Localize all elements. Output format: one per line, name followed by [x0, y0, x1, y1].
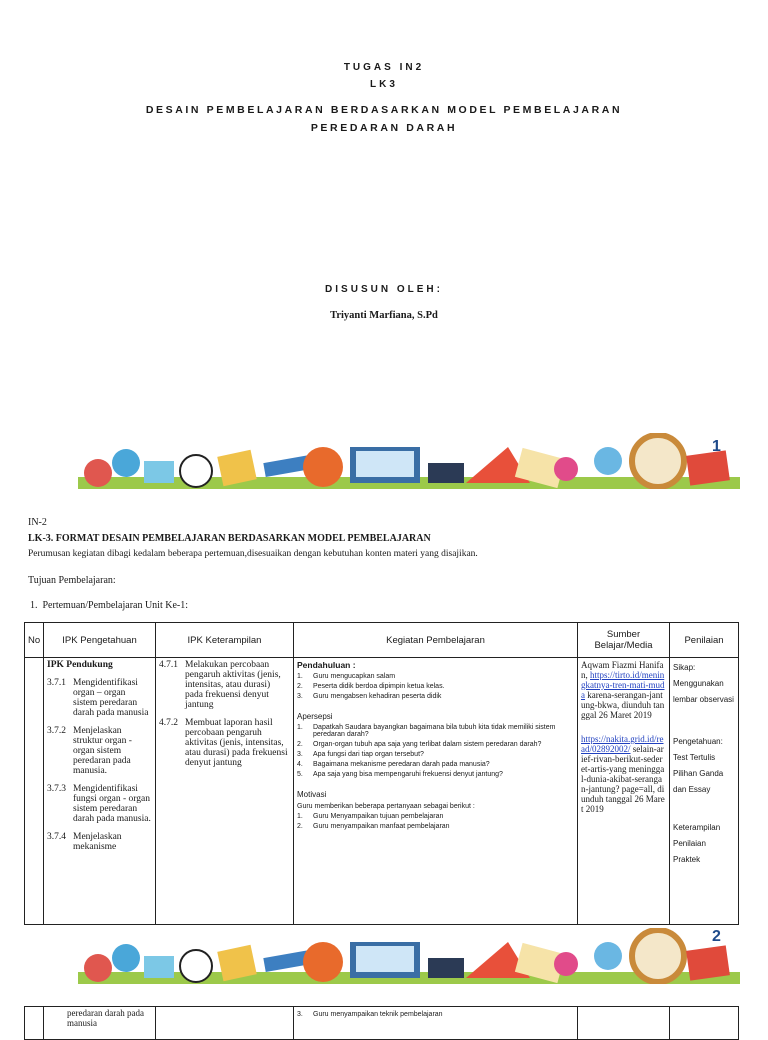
penilaian-sikap: Sikap: Menggunakan lembar observasi: [673, 663, 734, 704]
cell-no: [25, 658, 44, 925]
doc-code: IN-2: [28, 517, 47, 528]
cell-ipk-keterampilan: [156, 658, 294, 925]
ref1-details: karena-serangan-jantung-bkwa, diunduh tanggal 26 Maret 2019: [581, 690, 665, 720]
ipk-num: 4.7.2: [159, 718, 178, 728]
table-header-row: [25, 623, 739, 658]
penilaian-pengetahuan: Pengetahuan: Test Tertulis Pilihan Ganda dan Essay: [673, 737, 724, 794]
table-row: [25, 1007, 739, 1040]
motivasi-title: Motivasi: [297, 790, 327, 799]
list-text: Guru mengucapkan salam: [313, 673, 396, 680]
cont-cell-ipk: [44, 1007, 156, 1040]
col-header-ipk-keterampilan: IPK Keterampilan: [156, 623, 294, 658]
cont-cell-sumber: [578, 1007, 670, 1040]
ipk-num: 4.7.1: [159, 660, 178, 670]
ipk-item: [47, 832, 152, 852]
continuation-table: [24, 1006, 739, 1040]
cell-kegiatan: [294, 658, 578, 925]
list-item: 2. Organ-organ tubuh apa saja yang terlibat dalam sistem peredaran darah?: [297, 741, 542, 748]
ipk-item: [47, 678, 152, 718]
cont-cell-no: [25, 1007, 44, 1040]
cont-num: 3.: [297, 1011, 303, 1018]
ipk-text: Melakukan percobaan pengaruh aktivitas (jenis, intensitas, atau durasi) pada frekuensi denyut jantung: [185, 660, 281, 710]
ipk-text: Menjelaskan struktur organ - organ sistem peredaran pada manusia.: [73, 726, 132, 776]
list-text: Apa saja yang bisa mempengaruhi frekuensi denyut jantung?: [313, 771, 503, 778]
author-name: Triyanti Marfiana, S.Pd: [330, 310, 438, 321]
ipk-text: Membuat laporan hasil percobaan pengaruh aktivitas (jenis, intensitas, atau durasi) pada frekuensi denyut jantung: [185, 718, 288, 768]
col-header-kegiatan: Kegiatan Pembelajaran: [294, 623, 578, 658]
page-number-2: 2: [712, 928, 721, 945]
meeting-num: 1.: [30, 600, 38, 611]
ipk-text: Mengidentifikasi organ – organ sistem peredaran darah pada manusia: [73, 678, 149, 718]
cont-cell-keterampilan: [156, 1007, 294, 1040]
motivasi-intro: Guru memberikan beberapa pertanyaan sebagai berikut :: [297, 803, 475, 810]
ref1-link[interactable]: https://tirto.id/meningkatnya-tren-mati-muda: [581, 670, 665, 700]
list-item: 2. Peserta didik berdoa dipimpin ketua kelas.: [297, 683, 445, 690]
list-text: Peserta didik berdoa dipimpin ketua kelas.: [313, 683, 445, 690]
cont-cell-penilaian: [670, 1007, 739, 1040]
col-header-penilaian: Penilaian: [670, 623, 739, 658]
list-item: 3. Apa fungsi dari tiap organ tersebut?: [297, 751, 424, 758]
doc-instruction: Perumusan kegiatan dibagi kedalam beberapa pertemuan,disesuaikan dengan kebutuhan konten materi yang disajikan.: [28, 549, 478, 559]
cell-penilaian: [670, 658, 739, 925]
ipk-item: [47, 784, 152, 824]
ref2-details: selain-arief-rivan-berikut-sederet-artis-yang meninggal-dunia-akibat-serangan-jantung? page=all, diunduh tanggal 26 Maret 2019: [581, 744, 665, 814]
ipk-text: Mengidentifikasi fungsi organ - organ sistem peredaran darah pada manusia.: [73, 784, 151, 824]
ipk-num: 3.7.2: [47, 726, 66, 736]
list-item: 2. Guru menyampaikan manfaat pembelajaran: [297, 823, 450, 830]
list-item: [297, 1011, 574, 1018]
cover-line-2: LK3: [370, 79, 398, 90]
cover-line-1: TUGAS IN2: [343, 62, 425, 73]
list-text: Organ-organ tubuh apa saja yang terlibat dalam sistem peredaran darah?: [313, 741, 542, 748]
page-number-1: 1: [712, 438, 721, 455]
composed-by-label: DISUSUN OLEH:: [325, 284, 443, 295]
cell-sumber: [578, 658, 670, 925]
list-item: 5. Apa saja yang bisa mempengaruhi frekuensi denyut jantung?: [297, 771, 503, 778]
cont-ipk-text: peredaran darah pada manusia: [67, 1008, 144, 1028]
decorative-banner: [78, 928, 740, 984]
list-item: 3. Guru mengabsen kehadiran peserta didik: [297, 693, 442, 700]
table-row: [25, 658, 739, 925]
doc-heading: LK-3. FORMAT DESAIN PEMBELAJARAN BERDASARKAN MODEL PEMBELAJARAN: [28, 533, 431, 544]
ref1-author: Aqwam Fiazmi Hanifan,: [581, 660, 664, 680]
ipk-item: [159, 718, 290, 768]
cover-title: DESAIN PEMBELAJARAN BERDASARKAN MODEL PEMBELAJARAN: [145, 104, 623, 116]
cont-cell-kegiatan: [294, 1007, 578, 1040]
cell-ipk-pengetahuan: [44, 658, 156, 925]
list-item: 4. Bagaimana mekanisme peredaran darah pada manusia?: [297, 761, 490, 768]
decorative-banner: [78, 433, 740, 489]
ipk-item: [47, 726, 152, 776]
cont-text: Guru menyampaikan teknik pembelajaran: [313, 1011, 443, 1018]
list-text: Guru Menyampaikan tujuan pembelajaran: [313, 813, 444, 820]
penilaian-keterampilan: Keterampilan Penilaian Praktek: [673, 823, 721, 864]
meeting-heading: [30, 600, 188, 611]
list-item: 1. Guru Menyampaikan tujuan pembelajaran: [297, 813, 444, 820]
learning-design-table: [24, 622, 739, 925]
col-header-ipk-pengetahuan: IPK Pengetahuan: [44, 623, 156, 658]
meeting-label: Pertemuan/Pembelajaran Unit Ke-1:: [42, 600, 189, 611]
apersepsi-title: Apersepsi: [297, 712, 333, 721]
list-text: Dapatkah Saudara bayangkan bagaimana bila tubuh kita tidak memiliki sistem peredaran darah?: [313, 724, 556, 738]
ipk-num: 3.7.4: [47, 832, 66, 842]
ipk-item: [159, 660, 290, 710]
pendahuluan-title: Pendahuluan :: [297, 660, 356, 670]
ipk-num: 3.7.3: [47, 784, 66, 794]
ipk-text: Menjelaskan mekanisme: [73, 832, 122, 852]
list-item: 1. Dapatkah Saudara bayangkan bagaimana bila tubuh kita tidak memiliki sistem peredaran darah?: [297, 724, 574, 738]
list-text: Guru mengabsen kehadiran peserta didik: [313, 693, 442, 700]
list-text: Guru menyampaikan manfaat pembelajaran: [313, 823, 450, 830]
col-header-no: No: [25, 623, 44, 658]
goal-label: Tujuan Pembelajaran:: [28, 575, 116, 586]
cover-subtitle: PEREDARAN DARAH: [310, 122, 458, 134]
ref2-link[interactable]: https://nakita.grid.id/read/02892002/: [581, 734, 664, 754]
list-text: Bagaimana mekanisme peredaran darah pada manusia?: [313, 761, 490, 768]
ipk-num: 3.7.1: [47, 678, 66, 688]
col-header-sumber: Sumber Belajar/Media: [578, 623, 670, 658]
ipk-pendukung-label: IPK Pendukung: [47, 660, 113, 670]
list-text: Apa fungsi dari tiap organ tersebut?: [313, 751, 424, 758]
list-item: 1. Guru mengucapkan salam: [297, 673, 396, 680]
